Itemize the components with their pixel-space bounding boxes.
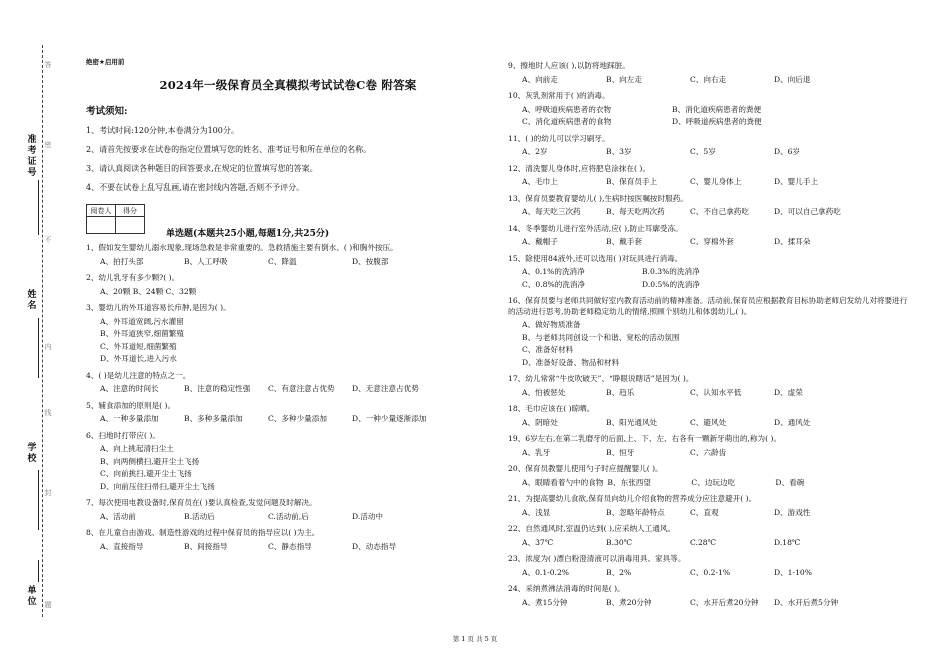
binding-mark: 内 [44,343,52,351]
answer-option[interactable]: C、直观 [690,507,719,517]
answer-option[interactable]: B.0.3%的洗消净 [642,267,700,276]
answer-option[interactable]: A、一种多量添加 [100,414,159,423]
answer-option[interactable]: A、直接指导 [100,541,144,551]
question-stem: 8、在儿童自由游戏、制造性游戏的过程中保育员的指导应以( )为主。 [86,528,320,537]
answer-option[interactable]: B、向左走 [606,74,642,84]
answer-option[interactable]: C、水开后煮20分钟 [690,597,759,607]
answer-option[interactable]: C、多种少量添加 [268,414,327,423]
question-item [508,404,908,428]
answer-option[interactable]: D、虚荣 [774,387,803,397]
exam-number-line [38,180,39,235]
question-item [508,61,908,85]
answer-option[interactable]: B、多种多量添加 [184,414,243,423]
answer-option[interactable]: B、与老师共同创设一个和谐、宽松的活动氛围 [522,332,680,342]
answer-option[interactable]: A、阴暗处 [522,417,558,427]
answer-option[interactable]: B.30℃ [606,537,633,547]
section-title: 单选题(本题共25小题,每题1分,共25分) [166,229,330,239]
answer-option[interactable]: C、降温 [268,256,297,266]
question-stem: 10、灰乳剂常用于( )的消毒。 [508,91,610,100]
name-line [38,318,39,378]
answer-option[interactable]: B、外耳道狭窄,细菌繁殖 [100,329,184,338]
question-item [508,91,908,128]
question-stem: 11、( )的幼儿可以学习刷牙。 [508,133,610,143]
binding-mark: 线 [44,409,52,417]
answer-option[interactable]: C、准备好材料 [522,345,574,354]
question-stem: 7、每次使用电教设备时,保育员在( )要认真检查,发觉问题及时解决。 [86,498,317,507]
answer-option[interactable]: C、认知水平低 [690,387,742,397]
answer-option[interactable]: C、0.8%的洗消净 [522,279,586,289]
question-stem: 5、辅食添加的原则是( )。 [86,400,176,410]
option-row [86,414,490,425]
answer-option[interactable]: C、向前挑扫,避开尘土飞扬 [100,469,192,478]
answer-option[interactable]: B、忽略年龄特点 [606,507,665,517]
binding-label-unit: 单位 [27,586,37,607]
question-stem: 23、浓度为( )漂白粉澄清液可以消毒用具、家具等。 [508,554,686,563]
question-stem: 17、幼儿常常“牛皮吹破天”、“睁眼说瞎话”是因为( )。 [508,374,694,383]
question-stem: 3、婴幼儿的外耳道容易长疖肿,是因为( )。 [86,303,231,312]
question-item [508,296,908,368]
option-row [508,478,908,489]
answer-option[interactable]: A、20颗 B、24颗 C、32颗 [100,286,197,296]
binding-mark: 封 [44,489,52,497]
question-stem: 1、假如发生婴幼儿溺水现象,现场急救是非常重要的。急救措施主要有倒水、( )和胸外按压。 [86,243,398,252]
answer-option[interactable]: D、游戏性 [774,507,811,517]
answer-option[interactable]: A、眼睛看着勺中的食物 [522,477,604,487]
answer-option[interactable]: C.活动前,后 [268,511,309,521]
option-row [508,418,908,429]
answer-option[interactable]: A、每天吃三次药 [522,207,581,216]
question-item [86,498,490,522]
answer-option[interactable]: C、不自己拿药吃 [690,207,749,216]
question-item [508,224,908,248]
answer-option[interactable]: A、37℃ [522,537,554,547]
score-table [86,204,145,234]
answer-option[interactable]: C、0.2-1% [690,567,731,577]
left-column [86,55,490,552]
question-stem: 9、擦地时人应该( ),以防将地踩脏。 [508,61,630,70]
answer-option[interactable]: C、避风处 [690,417,727,427]
answer-option[interactable]: D、看碗 [775,477,805,487]
page-number: 第 1 页 共 5 页 [452,635,498,643]
answer-option[interactable]: D、外耳道长,进入污水 [100,354,177,363]
answer-option[interactable]: C、边玩边吃 [691,477,736,487]
question-item [508,164,908,188]
option-row [508,388,908,399]
answer-option[interactable]: D、揉耳朵 [774,237,811,246]
binding-mark: 答 [44,61,52,69]
question-item [508,134,908,158]
option-list [508,320,908,368]
answer-option[interactable]: D、6岁 [774,147,801,156]
question-item [508,464,908,488]
question-item [508,554,908,578]
option-row [508,538,908,549]
option-list [86,317,490,365]
answer-option[interactable]: A、向前走 [522,74,558,84]
answer-option[interactable]: D.活动中 [352,511,384,521]
answer-option[interactable]: A、向上挑起清扫尘土 [100,444,174,453]
answer-option[interactable]: D、水开后煮5分钟 [774,597,839,607]
question-item [508,194,908,218]
option-list [86,444,490,492]
question-item [508,254,908,291]
option-row [508,508,908,519]
question-item [508,374,908,398]
binding-mark: 不 [44,236,52,244]
question-stem: 12、清洗婴儿身体时,应将肥皂涂抹在( )。 [508,163,650,173]
notice-item: 4、不要在试卷上乱写乱画,请在密封线内答题,否则不予评分。 [86,183,305,192]
question-item [86,243,490,267]
question-stem: 4、( )是幼儿注意的特点之一。 [86,370,191,380]
answer-option[interactable]: B、戴手套 [606,237,642,246]
question-item [86,431,490,493]
binding-mark: 密 [44,141,52,149]
answer-option[interactable]: D、婴儿手上 [774,177,819,186]
question-item [508,494,908,518]
answer-option[interactable]: A、毛巾上 [522,177,558,186]
answer-option[interactable]: D.18℃ [774,537,801,547]
right-column [508,55,908,608]
answer-option[interactable]: B、阳光通风处 [606,417,658,427]
answer-option[interactable]: D、1-10% [774,567,812,577]
question-item [508,584,908,608]
option-row [86,542,490,553]
answer-option[interactable]: A、做好物质准备 [522,320,581,329]
answer-option[interactable]: B、消化道疾病患者的粪便 [672,104,762,114]
question-stem: 21、为提高婴幼儿食欲,保育员向幼儿介绍食物的营养成分应注意避开( )。 [508,494,757,503]
question-item [86,273,490,297]
option-row [86,257,490,268]
question-stem: 6、扫地时打带应( )。 [86,430,160,440]
answer-option[interactable]: C、向右走 [690,74,727,84]
unit-line [38,560,39,582]
answer-option[interactable]: A、呼吸道疾病患者的衣物 [522,104,612,114]
answer-option[interactable]: B、趋乐 [606,387,635,397]
notice-item: 2、请首先按要求在试卷的指定位置填写您的姓名、准考证号和所在单位的名称。 [86,145,372,154]
answer-option[interactable]: A、浅显 [522,507,551,517]
answer-option[interactable]: D、可以自己拿药吃 [774,207,841,216]
answer-option[interactable]: A、0.1%的洗消净 [522,267,585,276]
option-row [508,75,908,86]
question-list-left [86,243,490,552]
question-stem: 13、保育员要教育婴幼儿( ),生病时按医嘱按时服药。 [508,193,688,203]
question-stem: 20、保育员教婴儿使用勺子时应提醒婴儿( )。 [508,464,663,473]
answer-option[interactable]: D、准备好设备、物品和材料 [522,357,620,367]
grader-cell[interactable] [87,217,116,234]
answer-option[interactable]: C、静态指导 [268,541,312,551]
question-item [508,524,908,548]
answer-option[interactable]: A、活动前 [100,511,136,521]
option-grid [508,105,908,128]
score-section [86,204,490,237]
answer-option[interactable]: B、3岁 [606,147,632,156]
answer-option[interactable]: B、间接指导 [184,541,228,551]
answer-option[interactable]: A、乳牙 [522,447,551,457]
binding-strip [0,0,75,671]
answer-option[interactable]: C、5岁 [690,147,716,156]
answer-option[interactable]: D、一种少量逐渐添加 [352,414,427,423]
answer-option[interactable]: B.活动后 [184,511,215,521]
question-stem: 22、自然通风时,室温仍达到( ),应采纳人工通风。 [508,524,676,533]
answer-option[interactable]: C、有意注意占优势 [268,384,335,393]
notice-heading: 考试须知: [86,106,128,117]
binding-label-school: 学校 [27,443,37,464]
answer-option[interactable]: C、六龄齿 [690,447,727,457]
question-item [508,434,908,458]
answer-option[interactable]: B、2% [606,567,632,577]
score-cell[interactable] [116,217,145,234]
binding-label-exam-number: 准考证号 [27,135,37,178]
option-row [508,177,908,188]
question-stem: 18、毛巾应该在( )晾晒。 [508,404,595,413]
seal-dashed-line [42,45,43,617]
option-list [86,287,490,298]
answer-option[interactable]: B、人工呼吸 [184,256,228,266]
option-grid [508,267,908,290]
answer-option[interactable]: B、向两侧横扫,避开尘土飞扬 [100,456,200,466]
school-line [38,470,39,530]
question-stem: 16、保育员要与老师共同做好室内教育活动前的精神准备。活动前,保育员应根据教育目标协助老师启发幼儿对将要进行的活动进行思考,协助老师稳定幼儿的情绪,照顾个别幼儿和体弱幼儿,( )。 [508,296,908,316]
answer-option[interactable]: D.0.5%的洗消净 [642,279,700,289]
question-stem: 24、采纳煮沸法消毒的时间是( )。 [508,584,625,593]
confidential-mark: 绝密★启用前 [86,58,125,66]
question-item [86,371,490,395]
question-item [86,401,490,425]
answer-option[interactable]: B、每天吃两次药 [606,207,665,216]
notice-item: 3、请认真阅读各种题目的回答要求,在规定的位置填写您的答案。 [86,164,318,173]
option-row [508,448,908,459]
question-stem: 19、6岁左右,在第二乳磨牙的后面,上、下、左、右各有一颗新牙萌出的,称为( )。 [508,434,782,443]
answer-option[interactable]: A、煮15分钟 [522,597,568,607]
answer-option[interactable]: B、保育员手上 [606,177,658,186]
answer-option[interactable]: B、注意的稳定性强 [184,384,251,393]
answer-option[interactable]: C、穿棉外套 [690,237,734,246]
answer-option[interactable]: A、2岁 [522,147,548,156]
answer-option[interactable]: C.28℃ [690,537,717,547]
option-row [508,147,908,158]
answer-option[interactable]: D、向后退 [774,74,811,84]
answer-option[interactable]: A、注意的时间长 [100,384,159,393]
answer-option[interactable]: C、外耳道短,细菌繁殖 [100,341,177,351]
question-stem: 2、幼儿乳牙有多少颗?( )。 [86,273,180,282]
option-row [86,384,490,395]
answer-option[interactable]: D、无意注意占优势 [352,384,419,393]
answer-option[interactable]: D、通风处 [774,417,811,427]
option-row [508,568,908,579]
answer-option[interactable]: A、怕被惩处 [522,387,566,397]
exam-title: 2024年一级保育员全真模拟考试试卷C卷 附答案 [159,78,417,92]
answer-option[interactable]: D、动态指导 [352,541,397,551]
answer-option[interactable]: B、东张西望 [607,477,651,487]
grader-header: 阅卷人 [87,205,116,217]
option-row [508,237,908,248]
binding-label-name: 姓名 [27,290,37,311]
question-item [86,303,490,365]
answer-option[interactable]: C、消化道疾病患者的食物 [522,117,612,126]
answer-option[interactable]: B、煮20分钟 [606,597,652,607]
answer-option[interactable]: A、拍打头部 [100,256,144,266]
binding-mark: 题 [44,601,52,609]
answer-option[interactable]: B、恒牙 [606,447,635,457]
answer-option[interactable]: A、戴帽子 [522,237,558,246]
answer-option[interactable]: A、0.1-0.2% [522,567,570,577]
answer-option[interactable]: C、婴儿身体上 [690,177,742,186]
question-stem: 14、冬季婴幼儿进行室外活动,应( ),防止耳廓受冻。 [508,223,683,233]
question-list-right [508,61,908,608]
answer-option[interactable]: D、按腹部 [352,256,389,266]
answer-option[interactable]: D、向前压住扫帚扫,避开尘土飞扬 [100,481,215,491]
answer-option[interactable]: D、呼吸道疾病患者的粪便 [672,117,762,126]
answer-option[interactable]: A、外耳道宽阔,污水灌留 [100,316,184,326]
score-header: 得分 [116,205,145,217]
option-row [508,598,908,609]
option-row [86,512,490,523]
question-item [86,528,490,552]
question-stem: 15、除使用84液外,还可以选用( )对玩具进行消毒。 [508,253,683,263]
notice-item: 1、考试时间:120分钟,本卷满分为100分。 [86,126,239,135]
option-row [508,207,908,218]
